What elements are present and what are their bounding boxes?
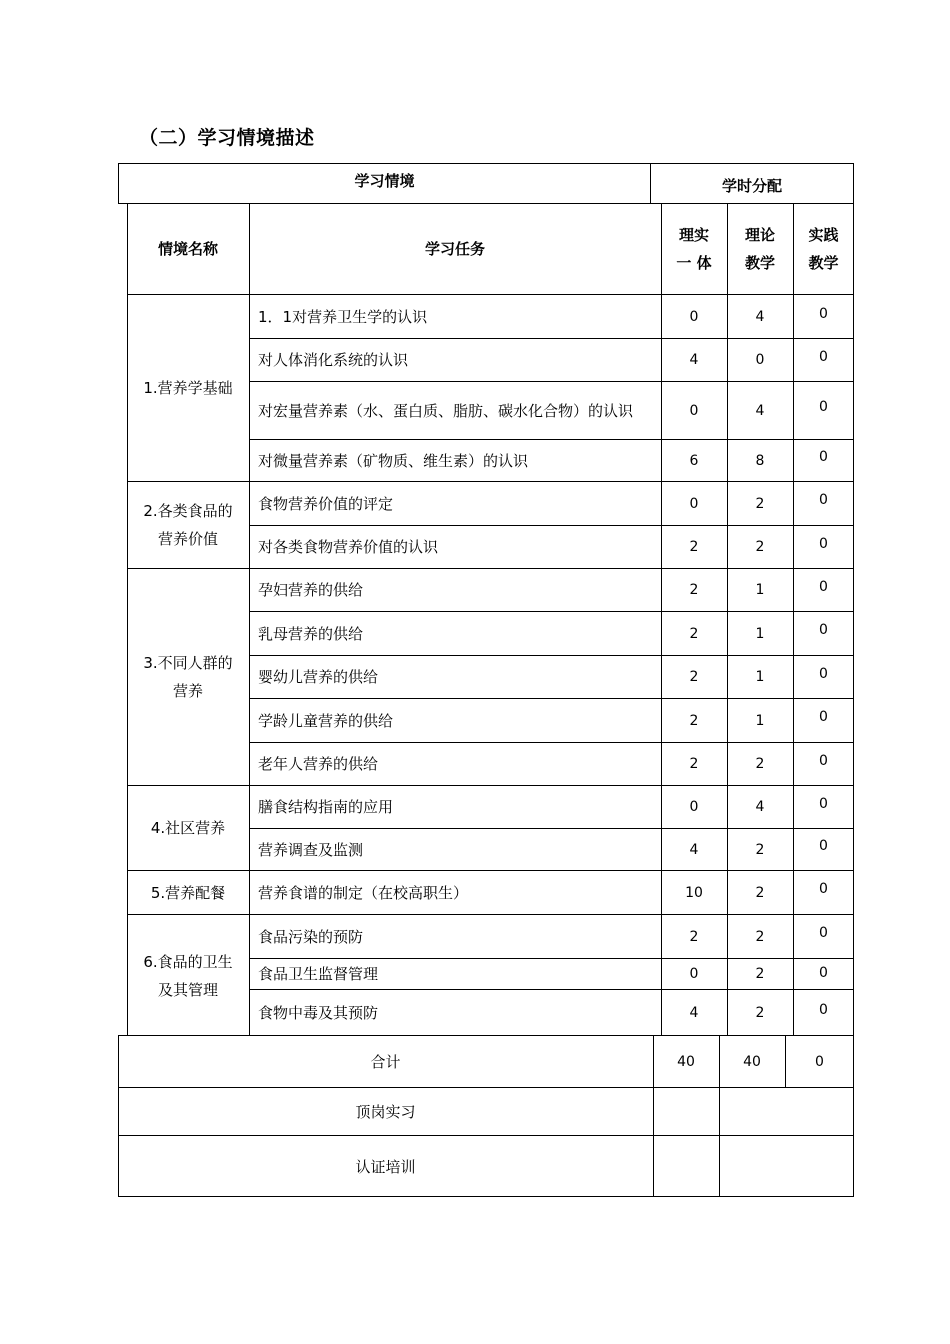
hours-cell-c: 0 [819,665,828,682]
hours-cell-a: 4 [689,841,699,858]
header-col2-line1: 理论 [744,226,775,244]
hours-cell-a: 4 [689,1005,699,1021]
header-situation: 学习情境 [354,172,415,190]
total-label: 合计 [370,1052,401,1071]
task-cell: 食物营养价值的评定 [258,494,394,513]
hours-cell-c: 0 [819,535,828,552]
total-col3: 0 [815,1053,824,1070]
hours-cell-b: 4 [755,309,765,325]
task-cell: 对人体消化系统的认识 [258,351,409,369]
task-cell: 食品卫生监督管理 [258,965,379,983]
group-name-3-line1: 3.不同人群的 [143,654,233,672]
header-col1-line1: 理实 [678,226,709,244]
hours-cell-b: 2 [755,928,765,945]
hours-cell-a: 2 [689,669,699,685]
header-name: 情境名称 [157,240,218,258]
header-hours: 学时分配 [721,177,782,195]
hours-cell-b: 1 [755,582,765,598]
hours-cell-a: 10 [685,884,703,901]
hours-cell-c: 0 [819,752,828,769]
hours-cell-b: 1 [755,669,765,685]
header-col2-line2: 教学 [744,254,775,272]
hours-cell-c: 0 [819,709,828,725]
group-name-3 [127,569,249,785]
task-cell: 学龄儿童营养的供给 [258,711,394,730]
task-cell: 老年人营养的供给 [258,755,379,773]
hours-cell-a: 0 [689,402,699,419]
group-name-2-line2: 营养价值 [157,530,218,548]
task-cell: 乳母营养的供给 [258,624,364,643]
hours-cell-c: 0 [819,881,828,897]
group-name-1 [127,295,249,481]
task-cell: 孕妇营养的供给 [258,581,364,599]
hours-cell-b: 1 [755,625,765,642]
header-col1 [661,204,727,294]
hours-cell-a: 0 [689,495,699,512]
hours-cell-b: 8 [755,452,765,469]
group-name-5 [127,871,249,914]
hours-cell-c: 0 [819,1001,828,1018]
task-cell: 对微量营养素（矿物质、维生素）的认识 [258,451,529,470]
hours-cell-b: 4 [755,402,765,419]
hours-cell-b: 1 [755,712,765,729]
header-col2 [727,204,793,294]
header-col3 [793,204,854,294]
hours-cell-c: 0 [819,622,828,638]
hours-cell-b: 4 [755,799,765,815]
hours-cell-b: 2 [755,756,765,772]
hours-cell-a: 2 [689,539,699,555]
hours-cell-a: 6 [689,452,699,469]
hours-cell-b: 2 [755,495,765,512]
hours-cell-c: 0 [819,795,828,812]
hours-cell-a: 0 [689,799,699,815]
hours-cell-c: 0 [819,399,828,415]
group-name-2 [127,482,249,568]
total-col1: 40 [677,1053,695,1070]
group-name-3-line2: 营养 [172,682,203,700]
group-name-5-line1: 5.营养配餐 [150,883,226,902]
task-cell: 营养食谱的制定（在校高职生） [258,883,469,902]
hours-cell-b: 2 [755,1005,765,1021]
header-col3-line1: 实践 [808,226,839,244]
certification-label: 认证培训 [355,1157,416,1176]
group-name-4-line1: 4.社区营养 [150,819,226,837]
internship-label: 顶岗实习 [355,1102,416,1121]
hours-cell-a: 2 [689,756,699,772]
hours-cell-c: 0 [819,925,828,941]
hours-cell-a: 4 [689,352,699,368]
group-name-6-line1: 6.食品的卫生 [143,952,233,971]
task-cell: 营养调查及监测 [258,840,364,859]
hours-cell-c: 0 [819,838,828,854]
hours-cell-a: 0 [689,309,699,325]
hours-cell-b: 2 [755,966,765,982]
total-col2: 40 [743,1053,761,1070]
hours-cell-c: 0 [819,492,828,508]
task-cell: 对各类食物营养价值的认识 [258,538,439,556]
hours-cell-c: 0 [819,965,828,981]
hours-cell-b: 0 [755,352,765,368]
group-name-6 [127,915,249,1036]
hours-cell-b: 2 [755,539,765,555]
hours-cell-c: 0 [819,578,828,595]
hours-cell-c: 0 [819,305,828,322]
header-task: 学习任务 [424,240,485,258]
task-cell: 膳食结构指南的应用 [258,798,394,816]
task-cell: 对宏量营养素（水、蛋白质、脂肪、碳水化合物）的认识 [258,401,634,420]
group-name-6-line2: 及其管理 [157,980,218,999]
group-name-4 [127,786,249,870]
section-title: （二）学习情境描述 [139,127,315,149]
hours-cell-a: 2 [689,625,699,642]
hours-cell-b: 2 [755,884,765,901]
hours-cell-c: 0 [819,348,828,365]
hours-cell-a: 2 [689,928,699,945]
header-col3-line2: 教学 [808,254,839,272]
header-col1-line2: 一 体 [676,254,712,272]
hours-cell-a: 2 [689,582,699,598]
task-cell: 食品污染的预防 [258,927,364,946]
hours-cell-c: 0 [819,449,828,465]
hours-cell-a: 0 [689,966,699,982]
task-cell: 食物中毒及其预防 [258,1004,379,1022]
group-name-2-line1: 2.各类食品的 [143,502,233,520]
task-cell: 婴幼儿营养的供给 [258,668,379,686]
group-name-1-line1: 1.营养学基础 [143,379,233,397]
hours-cell-a: 2 [689,712,699,729]
hours-cell-b: 2 [755,841,765,858]
task-cell: 1．1对营养卫生学的认识 [258,308,428,326]
